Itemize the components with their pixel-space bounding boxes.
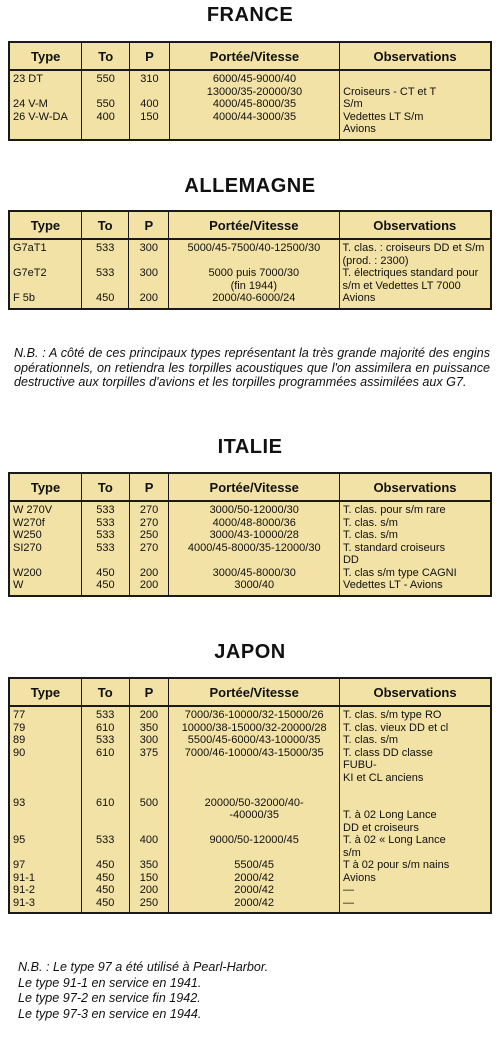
cell-line: 300 (139, 267, 158, 279)
header-row (9, 211, 491, 239)
cell-line: F 5b (13, 292, 36, 304)
to-cell (81, 897, 129, 914)
col-range-header: Portée/Vitesse (169, 211, 339, 239)
observations-cell (340, 872, 491, 885)
observations-cell (340, 834, 491, 859)
range-cell (169, 239, 339, 267)
cell-line (343, 784, 487, 797)
cell-line: 6000/45-9000/40 (212, 73, 297, 85)
cell-line: Croiseurs - CT et T (343, 85, 437, 98)
cell-line: 250 (139, 529, 159, 541)
type-cell (9, 292, 81, 309)
cell-line (13, 784, 78, 797)
observations-cell (339, 501, 491, 517)
cell-line: 20000/50-32000/40- (204, 796, 304, 809)
table-row (9, 722, 491, 735)
observations-cell (339, 542, 491, 567)
col-range-header: Portée/Vitesse (169, 473, 340, 501)
cell-line: 77 (13, 709, 26, 721)
p-cell (129, 897, 169, 914)
cell-line: 500 (139, 796, 159, 809)
to-cell (82, 501, 130, 517)
cell-line: s/m (343, 846, 361, 859)
cell-line: 150 (139, 871, 159, 884)
observations-cell (340, 884, 491, 897)
nb-note-2 (18, 960, 488, 1022)
table-row (9, 70, 491, 98)
range-cell (169, 567, 340, 580)
to-cell (81, 834, 129, 859)
range-cell (169, 784, 340, 834)
cell-line: 200 (139, 566, 159, 579)
observations-cell (339, 239, 491, 267)
cell-line: DD et croiseurs (343, 821, 419, 834)
col-obs-header: Observations (339, 211, 491, 239)
to-cell (82, 70, 130, 98)
cell-line: T. clas. s/m (342, 529, 398, 541)
observations-cell (340, 897, 491, 914)
nb-note-1: N.B. : A côté de ces principaux types représentant la très grande majorité des engins opérationnels, on retiendra les torpilles acoustiques que l'on assimilera en puissance destructive aux torpilles d'avions et les torpilles programmées assimilées aux G7. (14, 346, 490, 389)
cell-line: 23 DT (13, 73, 43, 85)
cell-line: T. clas. : croiseurs DD et S/m (342, 242, 485, 254)
to-cell (82, 529, 130, 542)
cell-line: 3000/43-10000/28 (209, 529, 299, 541)
cell-line: 13000/35-20000/30 (206, 85, 303, 98)
cell-line: 200 (139, 292, 158, 304)
observations-cell (340, 734, 491, 747)
range-cell (169, 747, 340, 785)
cell-line: 4000/45-8000/35-12000/30 (187, 541, 321, 554)
to-cell (82, 517, 130, 530)
range-cell (169, 267, 339, 292)
cell-line: T. clas. vieux DD et cl (343, 721, 449, 734)
cell-line: 310 (140, 73, 159, 85)
cell-line: 200 (139, 884, 159, 896)
cell-line: 150 (140, 110, 159, 123)
type-cell (9, 70, 82, 98)
cell-line: Vedettes LT S/m (343, 110, 424, 123)
cell-line: 97 (13, 859, 26, 871)
observations-cell (340, 706, 491, 722)
cell-line: 9000/50-12000/45 (209, 834, 299, 846)
cell-line (133, 784, 166, 797)
table-row (9, 784, 491, 834)
type-cell (9, 834, 81, 859)
cell-line: T. standard croiseurs (342, 541, 446, 554)
cell-line: 610 (96, 796, 115, 809)
range-cell (169, 722, 340, 735)
observations-cell (339, 517, 491, 530)
observations-cell (340, 859, 491, 872)
cell-line: Avions (343, 871, 376, 884)
type-cell (9, 267, 81, 292)
col-p-header: P (130, 42, 170, 70)
type-cell (9, 579, 82, 596)
cell-line: s/m et Vedettes LT 7000 (342, 279, 461, 292)
range-cell (169, 542, 340, 567)
cell-line: W (13, 579, 24, 591)
cell-line: 4000/48-8000/36 (212, 516, 296, 529)
range-cell (169, 884, 340, 897)
observations-cell (339, 292, 491, 309)
col-range-header: Portée/Vitesse (169, 42, 339, 70)
type-cell (9, 872, 81, 885)
cell-line: 610 (96, 746, 115, 759)
cell-line: 2000/42 (234, 871, 275, 884)
nb-line: Le type 97-2 en service fin 1942. (18, 991, 201, 1005)
cell-line: 10000/38-15000/32-20000/28 (181, 721, 327, 734)
cell-line: 350 (139, 859, 159, 871)
cell-line: 5500/45-6000/43-10000/35 (187, 734, 321, 746)
table-row (9, 529, 491, 542)
cell-line: 7000/36-10000/32-15000/26 (184, 709, 324, 721)
to-cell (82, 542, 130, 567)
cell-line: KI et CL anciens (343, 771, 424, 784)
cell-line: 91-1 (13, 871, 36, 884)
range-cell (169, 501, 340, 517)
italie-table (8, 472, 492, 597)
cell-line: T. clas. pour s/m rare (342, 504, 446, 516)
cell-line: 550 (96, 98, 115, 110)
type-cell (9, 239, 81, 267)
cell-line: 270 (139, 504, 159, 516)
cell-line: 533 (96, 541, 115, 554)
cell-line: Avions (343, 123, 376, 135)
cell-line: 533 (96, 516, 115, 529)
cell-line: 4000/45-8000/35 (212, 98, 297, 110)
cell-line: W270f (13, 516, 45, 529)
nb-line: Le type 97-3 en service en 1944. (18, 1006, 202, 1021)
cell-line: 3000/50-12000/30 (209, 504, 299, 516)
type-cell (9, 734, 81, 747)
header-row (9, 473, 491, 501)
to-cell (81, 722, 129, 735)
japon-table (8, 677, 492, 914)
table-row (9, 111, 491, 140)
table-row (9, 542, 491, 567)
range-cell (169, 579, 340, 596)
cell-line: 533 (95, 242, 115, 254)
cell-line: 250 (139, 896, 159, 909)
type-cell (9, 98, 82, 111)
cell-line: W 270V (13, 504, 53, 516)
cell-line: SI270 (13, 541, 42, 554)
p-cell (129, 267, 169, 292)
cell-line: Avions (342, 292, 376, 304)
cell-line: FUBU- (343, 759, 377, 771)
col-obs-header: Observations (339, 473, 491, 501)
to-cell (81, 706, 129, 722)
table-row (9, 734, 491, 747)
cell-line: 400 (139, 834, 159, 846)
p-cell (129, 834, 169, 859)
cell-line: 533 (96, 529, 115, 541)
p-cell (129, 872, 169, 885)
cell-line: 79 (13, 721, 26, 734)
cell-line: 300 (139, 734, 159, 746)
p-cell (129, 884, 169, 897)
observations-cell (340, 784, 491, 834)
type-cell (9, 859, 81, 872)
range-cell (169, 111, 339, 140)
cell-line: 550 (96, 73, 115, 85)
p-cell (129, 529, 169, 542)
table-row (9, 292, 491, 309)
table-row (9, 859, 491, 872)
type-cell (9, 111, 82, 140)
observations-cell (339, 529, 491, 542)
range-cell (169, 517, 340, 530)
observations-cell (339, 267, 491, 292)
observations-cell (340, 111, 491, 140)
observations-cell (339, 567, 491, 580)
observations-cell (340, 722, 491, 735)
observations-cell (340, 70, 491, 98)
cell-line: T. class DD classe (343, 746, 433, 759)
to-cell (81, 859, 129, 872)
p-cell (129, 734, 169, 747)
table-row (9, 884, 491, 897)
to-cell (81, 784, 129, 834)
cell-line: DD (342, 554, 359, 566)
cell-line: 450 (96, 884, 115, 896)
cell-line: 450 (96, 871, 115, 884)
table-row (9, 501, 491, 517)
france-table (8, 41, 492, 141)
p-cell (129, 747, 169, 785)
cell-line: 400 (140, 98, 159, 110)
col-type-header: Type (9, 211, 81, 239)
cell-line: 400 (96, 110, 115, 123)
cell-line: 89 (13, 734, 26, 746)
cell-line: S/m (343, 98, 363, 110)
table-row (9, 567, 491, 580)
range-cell (169, 529, 340, 542)
observations-cell (340, 98, 491, 111)
cell-line: 95 (13, 834, 26, 846)
cell-line: 5500/45 (234, 859, 275, 871)
nb-line: Le type 91-1 en service en 1941. (18, 975, 202, 990)
cell-line: 2000/40-6000/24 (212, 292, 296, 304)
cell-line: 91-3 (13, 896, 36, 909)
col-p-header: P (129, 211, 169, 239)
type-cell (9, 897, 81, 914)
cell-line: -40000/35 (229, 809, 279, 821)
table-row (9, 239, 491, 267)
to-cell (82, 111, 130, 140)
cell-line: 350 (139, 721, 159, 734)
cell-line: T. clas. s/m (343, 734, 399, 746)
type-cell (9, 784, 81, 834)
cell-line: — (343, 896, 355, 909)
allemagne-table (8, 210, 492, 310)
p-cell (129, 239, 169, 267)
cell-line (343, 797, 487, 810)
cell-line: — (343, 884, 355, 896)
range-cell (169, 859, 340, 872)
cell-line (343, 73, 487, 86)
cell-line: 200 (139, 579, 159, 591)
to-cell (82, 579, 130, 596)
p-cell (129, 579, 169, 596)
cell-line: T. clas. s/m (342, 516, 398, 529)
cell-line: T. à 02 « Long Lance (343, 834, 446, 846)
cell-line: 610 (96, 721, 115, 734)
cell-line: 300 (139, 242, 158, 254)
type-cell (9, 529, 82, 542)
to-cell (82, 98, 130, 111)
observations-cell (339, 579, 491, 596)
cell-line: 5000 puis 7000/30 (208, 267, 300, 279)
table-row (9, 834, 491, 859)
p-cell (130, 98, 170, 111)
cell-line: 450 (96, 566, 115, 579)
col-p-header: P (129, 678, 169, 706)
cell-line: W250 (13, 529, 42, 541)
cell-line: 5000/45-7500/40-12500/30 (187, 242, 321, 254)
to-cell (81, 872, 129, 885)
col-to-header: To (82, 42, 130, 70)
range-cell (169, 98, 339, 111)
cell-line: T. électriques standard pour (342, 267, 479, 279)
col-to-header: To (81, 678, 129, 706)
table-row (9, 517, 491, 530)
col-type-header: Type (9, 42, 82, 70)
p-cell (130, 70, 170, 98)
table-row (9, 267, 491, 292)
cell-line: 26 V-W-DA (13, 110, 68, 123)
type-cell (9, 706, 81, 722)
cell-line (85, 784, 126, 797)
col-range-header: Portée/Vitesse (169, 678, 340, 706)
p-cell (129, 542, 169, 567)
cell-line (172, 784, 336, 797)
header-row (9, 678, 491, 706)
cell-line: 93 (13, 796, 26, 809)
cell-line: 450 (96, 579, 115, 591)
cell-line: 90 (13, 746, 26, 759)
italie-title: ITALIE (217, 436, 283, 458)
p-cell (129, 859, 169, 872)
type-cell (9, 722, 81, 735)
table-row (9, 579, 491, 596)
range-cell (169, 834, 340, 859)
col-type-header: Type (9, 678, 81, 706)
range-cell (169, 872, 340, 885)
range-cell (169, 292, 339, 309)
p-cell (129, 706, 169, 722)
table-row (9, 706, 491, 722)
cell-line: (fin 1944) (230, 279, 278, 292)
cell-line: T. à 02 Long Lance (343, 809, 437, 821)
p-cell (129, 517, 169, 530)
to-cell (81, 267, 129, 292)
to-cell (81, 292, 129, 309)
p-cell (129, 501, 169, 517)
table-row (9, 98, 491, 111)
col-type-header: Type (9, 473, 82, 501)
type-cell (9, 567, 82, 580)
cell-line: 91-2 (13, 884, 36, 896)
cell-line: 7000/46-10000/43-15000/35 (184, 746, 324, 759)
table-row (9, 747, 491, 785)
cell-line: 270 (139, 516, 159, 529)
cell-line: (prod. : 2300) (342, 254, 409, 267)
header-row (9, 42, 491, 70)
to-cell (81, 747, 129, 785)
japon-title: JAPON (214, 641, 286, 663)
cell-line: 4000/44-3000/35 (212, 110, 297, 123)
p-cell (129, 722, 169, 735)
cell-line: G7eT2 (13, 267, 47, 279)
range-cell (169, 706, 340, 722)
col-to-header: To (81, 211, 129, 239)
cell-line: 533 (96, 504, 115, 516)
cell-line: 450 (96, 896, 115, 909)
type-cell (9, 884, 81, 897)
p-cell (129, 784, 169, 834)
cell-line: 270 (139, 541, 159, 554)
range-cell (169, 734, 340, 747)
allemagne-title: ALLEMAGNE (184, 175, 316, 197)
cell-line: T à 02 pour s/m nains (343, 859, 450, 871)
col-to-header: To (82, 473, 130, 501)
type-cell (9, 542, 82, 567)
to-cell (82, 567, 130, 580)
type-cell (9, 747, 81, 785)
to-cell (81, 239, 129, 267)
cell-line: G7aT1 (13, 242, 47, 254)
cell-line: 375 (139, 746, 159, 759)
p-cell (129, 292, 169, 309)
to-cell (81, 884, 129, 897)
cell-line: 533 (96, 709, 115, 721)
cell-line: 533 (95, 267, 115, 279)
range-cell (169, 897, 340, 914)
cell-line: 200 (139, 709, 159, 721)
cell-line: 3000/45-8000/30 (212, 566, 296, 579)
table-row (9, 897, 491, 914)
range-cell (169, 70, 339, 98)
to-cell (81, 734, 129, 747)
type-cell (9, 517, 82, 530)
cell-line: 450 (95, 292, 115, 304)
cell-line: 3000/40 (234, 579, 275, 591)
observations-cell (340, 747, 491, 785)
cell-line: T. clas. s/m type RO (343, 709, 442, 721)
cell-line: W200 (13, 566, 42, 579)
cell-line: 2000/42 (234, 896, 275, 909)
p-cell (130, 111, 170, 140)
table-row (9, 872, 491, 885)
cell-line: 533 (96, 734, 115, 746)
col-obs-header: Observations (340, 678, 491, 706)
cell-line: T. clas s/m type CAGNI (342, 566, 457, 579)
p-cell (129, 567, 169, 580)
france-title: FRANCE (206, 4, 294, 26)
type-cell (9, 501, 82, 517)
col-obs-header: Observations (340, 42, 491, 70)
cell-line: 2000/42 (234, 884, 275, 896)
cell-line: Vedettes LT - Avions (342, 579, 443, 591)
cell-line: 533 (96, 834, 115, 846)
col-p-header: P (129, 473, 169, 501)
cell-line: 24 V-M (13, 98, 48, 110)
cell-line: 450 (96, 859, 115, 871)
nb-line: N.B. : Le type 97 a été utilisé à Pearl-Harbor. (18, 960, 269, 974)
